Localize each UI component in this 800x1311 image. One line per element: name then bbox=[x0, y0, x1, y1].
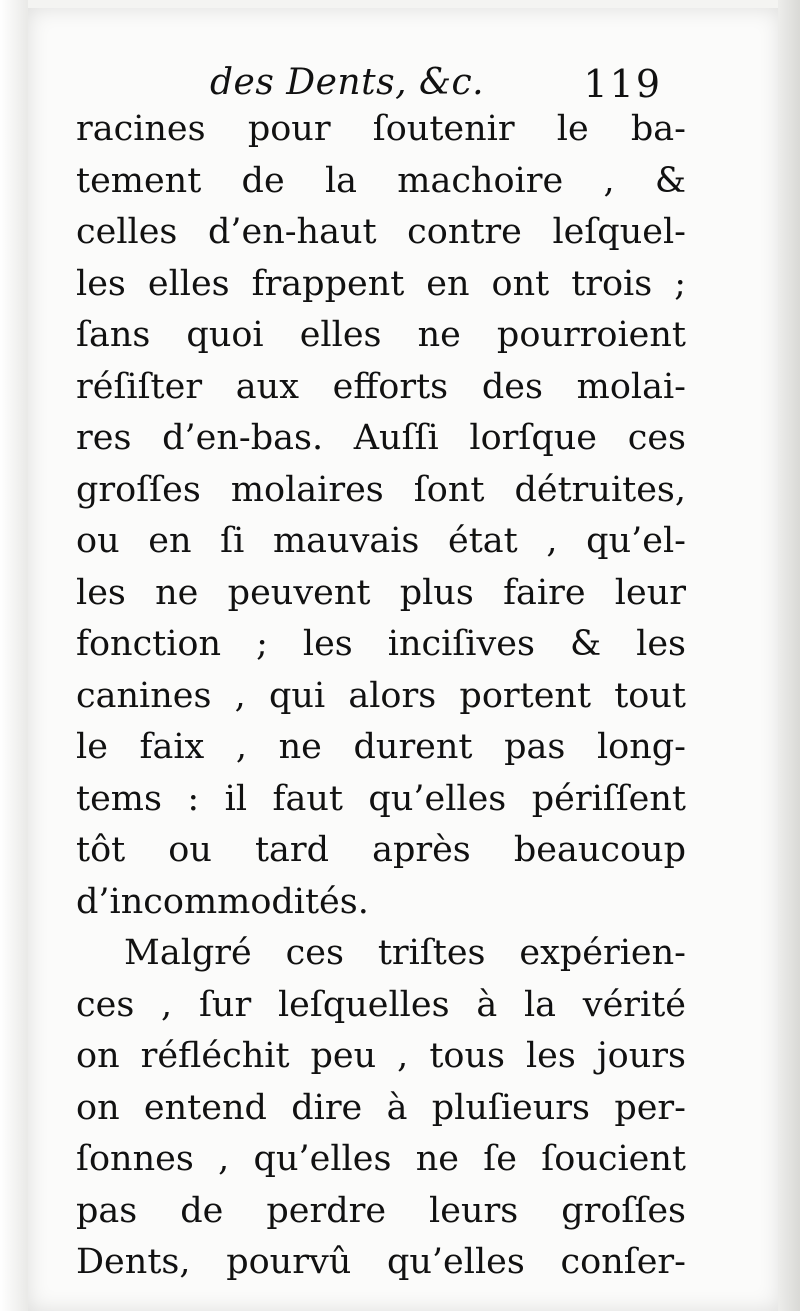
text-line: ces , ſur leſquelles à la vérité bbox=[76, 984, 686, 1025]
text-line: res d’en-bas. Auſſi lorſque ces bbox=[76, 418, 686, 458]
text-line: groſſes molaires ſont détruites, bbox=[76, 469, 686, 510]
text-line: le faix , ne durent pas long- bbox=[76, 727, 686, 767]
text-line: canines , qui alors portent tout bbox=[76, 675, 686, 716]
text-line: on réfléchit peu , tous les jours bbox=[76, 1036, 686, 1076]
text-line: ſonnes , qu’elles ne ſe ſoucient bbox=[76, 1139, 686, 1179]
text-line: tôt ou tard après beaucoup bbox=[76, 830, 686, 870]
paragraph-start-line: Malgré ces triſtes expérien- bbox=[124, 933, 686, 973]
text-line: on entend dire à pluſieurs per- bbox=[76, 1087, 686, 1128]
text-line: Dents, pourvû qu’elles conſer- bbox=[76, 1242, 686, 1282]
text-line: tement de la machoire , & bbox=[76, 160, 686, 201]
body-text bbox=[76, 104, 686, 1289]
text-line: ſans quoi elles ne pourroient bbox=[76, 315, 686, 355]
text-line: tems : il faut qu’elles périſſent bbox=[76, 778, 686, 819]
page-number: 119 bbox=[583, 62, 662, 106]
page-right-edge bbox=[778, 0, 800, 1311]
page-header bbox=[210, 62, 680, 110]
text-line: réſiſter aux efforts des molai- bbox=[76, 366, 686, 407]
text-line: les elles frappent en ont trois ; bbox=[76, 263, 686, 304]
text-line: ou en ſi mauvais état , qu’el- bbox=[76, 521, 686, 561]
paragraph-end-line: d’incommodités. bbox=[76, 881, 369, 922]
text-line: fonction ; les inciſives & les bbox=[76, 624, 686, 664]
text-line: pas de perdre leurs groſſes bbox=[76, 1190, 686, 1231]
text-line: les ne peuvent plus faire leur bbox=[76, 572, 686, 613]
page-left-margin bbox=[0, 0, 28, 1311]
text-line: racines pour ſoutenir le ba- bbox=[76, 109, 686, 149]
text-line: celles d’en-haut contre leſquel- bbox=[76, 212, 686, 252]
running-title: des Dents, &c. bbox=[210, 62, 485, 103]
